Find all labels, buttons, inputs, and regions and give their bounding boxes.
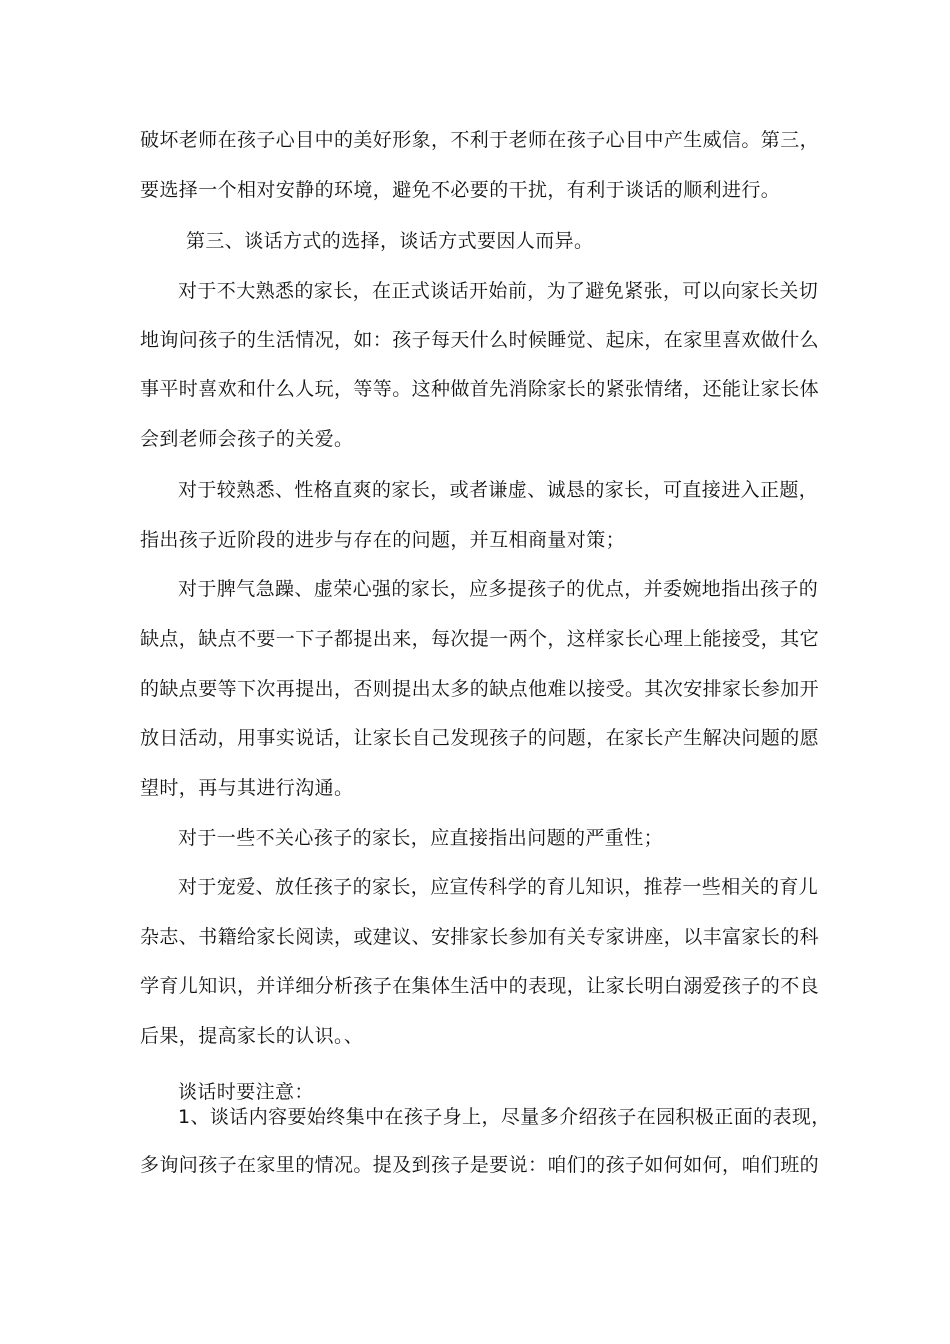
text-line: 对于宠爱、放任孩子的家长，应宣传科学的育儿知识，推荐一些相关的育儿 [178, 876, 819, 898]
section-heading: 谈话时要注意： [178, 1081, 314, 1103]
text-line: 破坏老师在孩子心目中的美好形象，不利于老师在孩子心目中产生威信。第三， [140, 129, 820, 151]
text-line: 对于较熟悉、性格直爽的家长，或者谦虚、诚恳的家长，可直接进入正题， [178, 479, 819, 501]
text-line: 事平时喜欢和什么人玩，等等。这种做首先消除家长的紧张情绪，还能让家长体 [140, 378, 820, 400]
text-line: 要选择一个相对安静的环境，避免不必要的干扰，有利于谈话的顺利进行。 [140, 179, 781, 201]
text-line: 对于一些不关心孩子的家长，应直接指出问题的严重性； [178, 827, 664, 849]
text-line: 的缺点要等下次再提出，否则提出太多的缺点他难以接受。其次安排家长参加开 [140, 678, 820, 700]
text-line: 对于不大熟悉的家长，在正式谈话开始前，为了避免紧张，可以向家长关切 [178, 280, 819, 302]
text-line: 后果，提高家长的认识。、 [140, 1025, 364, 1047]
text-line: 地询问孩子的生活情况，如：孩子每天什么时候睡觉、起床，在家里喜欢做什么 [140, 329, 820, 351]
text-line: 多询问孩子在家里的情况。提及到孩子是要说：咱们的孩子如何如何，咱们班的 [140, 1154, 820, 1176]
text-line: 学育儿知识，并详细分析孩子在集体生活中的表现，让家长明白溺爱孩子的不良 [140, 975, 820, 997]
text-line: 1、谈话内容要始终集中在孩子身上，尽量多介绍孩子在园积极正面的表现， [178, 1106, 831, 1128]
text-line: 指出孩子近阶段的进步与存在的问题，并互相商量对策； [140, 529, 626, 551]
text-line: 杂志、书籍给家长阅读，或建议、安排家长参加有关专家讲座，以丰富家长的科 [140, 926, 820, 948]
text-line: 放日活动，用事实说话，让家长自己发现孩子的问题，在家长产生解决问题的愿 [140, 727, 820, 749]
text-line: 会到老师会孩子的关爱。 [140, 428, 354, 450]
text-line: 缺点，缺点不要一下子都提出来，每次提一两个，这样家长心理上能接受，其它 [140, 628, 820, 650]
text-line: 对于脾气急躁、虚荣心强的家长，应多提孩子的优点，并委婉地指出孩子的 [178, 578, 819, 600]
text-line: 望时，再与其进行沟通。 [140, 777, 354, 799]
section-heading: 第三、谈话方式的选择，谈话方式要因人而异。 [186, 230, 594, 252]
